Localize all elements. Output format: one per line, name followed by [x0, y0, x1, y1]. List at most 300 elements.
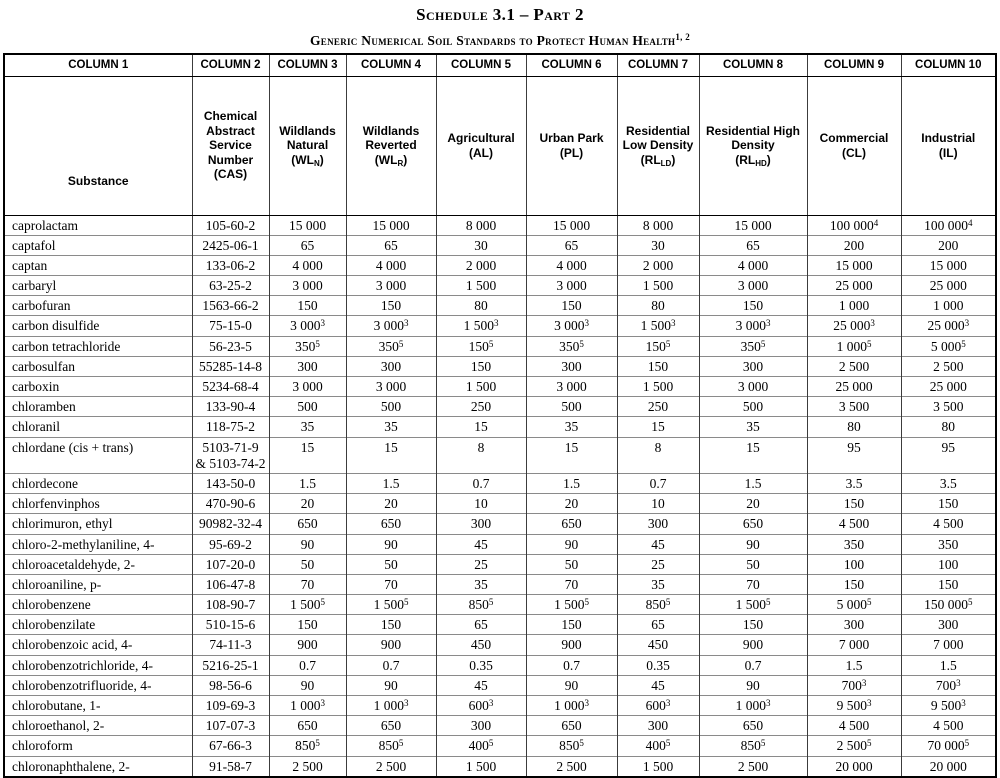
footnote-superscript: 5 [665, 597, 671, 608]
value-cell: 4 000 [269, 255, 346, 275]
value-cell: 4 500 [807, 716, 901, 736]
footnote-superscript: 3 [320, 318, 325, 329]
sub-header [436, 76, 526, 215]
soil-standards-table [3, 53, 997, 778]
value-cell: 80 [617, 296, 699, 316]
value-cell: 8 000 [436, 215, 526, 235]
value-cell: 1 $500^5$ [346, 595, 436, 615]
footnote-superscript: 4 [873, 217, 879, 228]
column-header-row [4, 54, 996, 77]
footnote-superscript: 5 [866, 338, 872, 349]
value-cell: 3 500 [807, 397, 901, 417]
cas-cell: 91-58-7 [192, 756, 269, 777]
sub-header [807, 76, 901, 215]
footnote-superscript: 3 [493, 318, 499, 329]
value-cell: 150 [269, 615, 346, 635]
value-cell: 2 500 [699, 756, 807, 777]
cas-cell: 67-66-3 [192, 736, 269, 756]
value-cell: 15 [699, 437, 807, 473]
table-row [4, 736, 996, 756]
value-cell: 65 [346, 235, 436, 255]
footnote-superscript: 5 [315, 738, 320, 749]
value-cell: $700^3$ [901, 675, 996, 695]
sub-header-label: Residential Low Density [622, 123, 694, 153]
sub-header [617, 76, 699, 215]
footnote-superscript: 3 [670, 318, 676, 329]
value-cell: 100 $000^4$ [901, 215, 996, 235]
value-cell: 3 500 [901, 397, 996, 417]
value-cell: 300 [617, 514, 699, 534]
value-cell: 500 [699, 397, 807, 417]
value-cell: 1 000 [807, 296, 901, 316]
value-cell: 1 500 [617, 276, 699, 296]
value-cell: 100 [901, 554, 996, 574]
value-cell: 450 [617, 635, 699, 655]
footnote-superscript: 3 [765, 698, 771, 709]
footnote-superscript: 5 [584, 597, 589, 608]
value-cell: 90 [346, 675, 436, 695]
value-cell: $600^3$ [436, 696, 526, 716]
value-cell: 0.7 [269, 655, 346, 675]
value-cell: 150 [617, 356, 699, 376]
value-cell: 15 000 [807, 255, 901, 275]
sub-header [526, 76, 617, 215]
value-cell: 50 [699, 554, 807, 574]
cas-cell: 63-25-2 [192, 276, 269, 296]
table-row [4, 554, 996, 574]
value-cell: 300 [436, 716, 526, 736]
value-cell: 650 [346, 716, 436, 736]
value-cell: 15 [436, 417, 526, 437]
footnote-superscript: 3 [665, 698, 671, 709]
schedule-subtitle-text: Generic Numerical Soil Standards to Protect Human Health [309, 32, 676, 48]
column-header: COLUMN 3 [269, 54, 346, 77]
value-cell: 150 [807, 574, 901, 594]
value-cell: 2 000 [436, 255, 526, 275]
value-cell: 1 500 [617, 377, 699, 397]
sub-header-label: Industrial [921, 130, 976, 145]
table-row [4, 675, 996, 695]
sub-header-label: Substance [67, 173, 129, 188]
value-cell: 150 [807, 494, 901, 514]
value-cell: 300 [269, 356, 346, 376]
substance-cell: carbosulfan [4, 356, 192, 376]
footnote-superscript: 5 [760, 738, 766, 749]
value-cell: 650 [699, 514, 807, 534]
value-cell: 300 [699, 356, 807, 376]
table-row [4, 756, 996, 777]
sub-header-code: $(RL_{LD})$ [640, 152, 676, 168]
value-cell: 1 $000^3$ [699, 696, 807, 716]
value-cell: 10 [617, 494, 699, 514]
sub-header-code-subscript: HD [755, 158, 767, 168]
value-cell: 3 $000^3$ [346, 316, 436, 336]
value-cell: 90 [526, 534, 617, 554]
table-row [4, 437, 996, 473]
value-cell: 1.5 [901, 655, 996, 675]
table-row [4, 514, 996, 534]
sub-header [699, 76, 807, 215]
value-cell: 65 [436, 615, 526, 635]
value-cell: 4 500 [807, 514, 901, 534]
value-cell: 20 [526, 494, 617, 514]
value-cell: 20 [269, 494, 346, 514]
value-cell: 450 [436, 635, 526, 655]
table-row [4, 377, 996, 397]
substance-cell: chlorobenzotrifluoride, 4- [4, 675, 192, 695]
cas-cell: 107-20-0 [192, 554, 269, 574]
sub-header-code: $(WL_N)$ [291, 152, 324, 168]
value-cell: 25 [436, 554, 526, 574]
column-header: COLUMN 9 [807, 54, 901, 77]
sub-header-code-subscript: N [313, 158, 320, 168]
footnote-superscript: 5 [488, 738, 494, 749]
cas-cell: 118-75-2 [192, 417, 269, 437]
value-cell: 0.35 [617, 655, 699, 675]
value-cell: 650 [526, 716, 617, 736]
value-cell: 50 [269, 554, 346, 574]
substance-cell: chlorobenzotrichloride, 4- [4, 655, 192, 675]
value-cell: 1 500 [436, 276, 526, 296]
table-row [4, 635, 996, 655]
schedule-subtitle [0, 31, 1000, 49]
value-cell: 1 $000^3$ [526, 696, 617, 716]
value-cell: 150 [901, 574, 996, 594]
value-cell: 150 [526, 296, 617, 316]
value-cell: 70 [269, 574, 346, 594]
value-cell: $150^5$ [617, 336, 699, 356]
value-cell: 90 [699, 534, 807, 554]
value-cell: $600^3$ [617, 696, 699, 716]
footnote-superscript: 3 [861, 677, 867, 688]
footnote-superscript: 3 [488, 698, 494, 709]
value-cell: 3 000 [346, 276, 436, 296]
value-cell: 70 [346, 574, 436, 594]
value-cell: $350^5$ [526, 336, 617, 356]
value-cell: 25 [617, 554, 699, 574]
footnote-superscript: 5 [765, 597, 771, 608]
value-cell: 5 $000^5$ [807, 595, 901, 615]
value-cell: 0.7 [346, 655, 436, 675]
cas-cell: 74-11-3 [192, 635, 269, 655]
value-cell: 90 [699, 675, 807, 695]
column-header: COLUMN 7 [617, 54, 699, 77]
footnote-superscript: 3 [403, 698, 409, 709]
sub-header [192, 76, 269, 215]
value-cell: 9 $500^3$ [807, 696, 901, 716]
value-cell: 650 [269, 514, 346, 534]
value-cell: 90 [526, 675, 617, 695]
footnote-superscript: 3 [765, 318, 771, 329]
value-cell: 0.7 [699, 655, 807, 675]
substance-cell: chloranil [4, 417, 192, 437]
value-cell: $350^5$ [699, 336, 807, 356]
column-header: COLUMN 10 [901, 54, 996, 77]
value-cell: 65 [699, 235, 807, 255]
table-row [4, 696, 996, 716]
value-cell: 3 000 [699, 377, 807, 397]
value-cell: 20 [699, 494, 807, 514]
sub-header-code: (CL) [842, 145, 866, 160]
value-cell: 9 $500^3$ [901, 696, 996, 716]
value-cell: 4 500 [901, 514, 996, 534]
value-cell: $850^5$ [617, 595, 699, 615]
substance-cell: chlorfenvinphos [4, 494, 192, 514]
footnote-superscript: 5 [315, 338, 320, 349]
substance-cell: chloroethanol, 2- [4, 716, 192, 736]
footnote-superscript: 5 [866, 597, 872, 608]
value-cell: 4 500 [901, 716, 996, 736]
sub-header-label: Residential High Density [705, 123, 800, 153]
value-cell: 7 000 [807, 635, 901, 655]
cas-cell: 143-50-0 [192, 473, 269, 493]
footnote-superscript: 4 [967, 217, 973, 228]
value-cell: 300 [526, 356, 617, 376]
cas-cell: 109-69-3 [192, 696, 269, 716]
value-cell: 70 [699, 574, 807, 594]
value-cell: 150 $000^5$ [901, 595, 996, 615]
value-cell: 25 000 [901, 377, 996, 397]
value-cell: 20 000 [901, 756, 996, 777]
table-row [4, 655, 996, 675]
value-cell: 4 000 [526, 255, 617, 275]
footnote-superscript: 3 [964, 318, 970, 329]
cas-cell: 98-56-6 [192, 675, 269, 695]
value-cell: 500 [269, 397, 346, 417]
footnote-superscript: 3 [320, 698, 325, 709]
substance-cell: chlorobutane, 1- [4, 696, 192, 716]
value-cell: 15 [269, 437, 346, 473]
value-cell: 350 [901, 534, 996, 554]
cas-cell: 90982-32-4 [192, 514, 269, 534]
value-cell: 15 [526, 437, 617, 473]
value-cell: $400^5$ [436, 736, 526, 756]
value-cell: 25 000 [807, 377, 901, 397]
value-cell: 900 [699, 635, 807, 655]
value-cell: 150 [699, 296, 807, 316]
value-cell: 70 $000^5$ [901, 736, 996, 756]
value-cell: 300 [901, 615, 996, 635]
value-cell: 200 [807, 235, 901, 255]
value-cell: 1 $500^5$ [699, 595, 807, 615]
value-cell: 15 000 [269, 215, 346, 235]
table-row [4, 276, 996, 296]
value-cell: 7 000 [901, 635, 996, 655]
value-cell: 250 [436, 397, 526, 417]
substance-cell: chloroaniline, p- [4, 574, 192, 594]
value-cell: $350^5$ [269, 336, 346, 356]
sub-header [901, 76, 996, 215]
value-cell: 35 [699, 417, 807, 437]
substance-cell: carbofuran [4, 296, 192, 316]
value-cell: 25 000 [901, 276, 996, 296]
footnote-superscript: 5 [579, 738, 584, 749]
value-cell: 3 000 [269, 377, 346, 397]
value-cell: 1.5 [699, 473, 807, 493]
value-cell: 3 $000^3$ [699, 316, 807, 336]
value-cell: 45 [617, 534, 699, 554]
sub-header-code-subscript: LD [660, 158, 672, 168]
value-cell: 80 [436, 296, 526, 316]
value-cell: 0.7 [526, 655, 617, 675]
value-cell: $850^5$ [526, 736, 617, 756]
value-cell: 35 [346, 417, 436, 437]
value-cell: 1.5 [346, 473, 436, 493]
value-cell: 50 [526, 554, 617, 574]
value-cell: 90 [269, 675, 346, 695]
sub-header-code: $(RL_{HD})$ [735, 152, 771, 168]
table-row [4, 255, 996, 275]
value-cell: 650 [269, 716, 346, 736]
value-cell: 30 [436, 235, 526, 255]
sub-header [4, 76, 192, 215]
footnote-superscript: 5 [961, 338, 966, 349]
footnote-superscript: 5 [964, 738, 970, 749]
value-cell: 650 [526, 514, 617, 534]
column-header: COLUMN 1 [4, 54, 192, 77]
value-cell: 650 [346, 514, 436, 534]
cas-cell: 105-60-2 [192, 215, 269, 235]
value-cell: 35 [617, 574, 699, 594]
table-row [4, 296, 996, 316]
value-cell: 900 [269, 635, 346, 655]
table-row [4, 215, 996, 235]
substance-cell: caprolactam [4, 215, 192, 235]
cas-cell: 56-23-5 [192, 336, 269, 356]
value-cell: 250 [617, 397, 699, 417]
value-cell: 35 [269, 417, 346, 437]
value-cell: $700^3$ [807, 675, 901, 695]
column-header: COLUMN 8 [699, 54, 807, 77]
table-row [4, 716, 996, 736]
value-cell: 1 500 [617, 756, 699, 777]
schedule-title: Schedule 3.1 – Part 2 [416, 5, 584, 24]
cas-cell: 108-90-7 [192, 595, 269, 615]
footnote-superscript: 5 [967, 597, 973, 608]
sub-header-label: Wildlands Reverted [362, 123, 420, 153]
value-cell: 300 [807, 615, 901, 635]
value-cell: 100 [807, 554, 901, 574]
value-cell: 15 [346, 437, 436, 473]
table-row [4, 615, 996, 635]
value-cell: 150 [269, 296, 346, 316]
footnote-superscript: 3 [961, 698, 966, 709]
sub-header-code-subscript: R [397, 158, 404, 168]
cas-cell: 106-47-8 [192, 574, 269, 594]
table-row [4, 534, 996, 554]
value-cell: 80 [807, 417, 901, 437]
value-cell: 25 $000^3$ [901, 316, 996, 336]
cas-cell: 133-90-4 [192, 397, 269, 417]
cas-cell: 510-15-6 [192, 615, 269, 635]
value-cell: 3.5 [901, 473, 996, 493]
substance-cell: carboxin [4, 377, 192, 397]
cas-cell: 75-15-0 [192, 316, 269, 336]
substance-cell: captan [4, 255, 192, 275]
value-cell: 80 [901, 417, 996, 437]
value-cell: 70 [526, 574, 617, 594]
sub-header-label: Commercial [819, 130, 889, 145]
value-cell: 3 000 [269, 276, 346, 296]
value-cell: 100 $000^4$ [807, 215, 901, 235]
footnote-superscript: 5 [403, 597, 409, 608]
substance-cell: chlordane (cis + trans) [4, 437, 192, 473]
value-cell: $350^5$ [346, 336, 436, 356]
footnote-superscript: 5 [866, 738, 872, 749]
footnote-superscript: 3 [403, 318, 409, 329]
cas-cell: 133-06-2 [192, 255, 269, 275]
value-cell: 1 $500^3$ [436, 316, 526, 336]
value-cell: 2 000 [617, 255, 699, 275]
value-cell: 2 500 [346, 756, 436, 777]
value-cell: 45 [436, 675, 526, 695]
value-cell: 900 [346, 635, 436, 655]
value-cell: 150 [346, 615, 436, 635]
sub-header-row [4, 76, 996, 215]
value-cell: 10 [436, 494, 526, 514]
footnote-superscript: 3 [584, 318, 589, 329]
value-cell: 0.35 [436, 655, 526, 675]
table-row [4, 397, 996, 417]
value-cell: 3 000 [346, 377, 436, 397]
footnote-superscript: 5 [398, 738, 404, 749]
value-cell: 35 [436, 574, 526, 594]
sub-header-code: (AL) [469, 145, 493, 160]
footnote-superscript: 5 [488, 338, 494, 349]
value-cell: 15 000 [699, 215, 807, 235]
value-cell: 15 000 [901, 255, 996, 275]
value-cell: 3.5 [807, 473, 901, 493]
value-cell: 3 000 [526, 377, 617, 397]
column-header: COLUMN 4 [346, 54, 436, 77]
value-cell: 25 $000^3$ [807, 316, 901, 336]
value-cell: 2 $500^5$ [807, 736, 901, 756]
value-cell: 3 $000^3$ [269, 316, 346, 336]
value-cell: 8 [436, 437, 526, 473]
value-cell: $850^5$ [346, 736, 436, 756]
value-cell: 1.5 [526, 473, 617, 493]
substance-cell: captafol [4, 235, 192, 255]
cas-cell: 107-07-3 [192, 716, 269, 736]
value-cell: 95 [807, 437, 901, 473]
footnote-superscript: 5 [320, 597, 325, 608]
value-cell: $850^5$ [436, 595, 526, 615]
sub-header-code: (PL) [559, 145, 584, 160]
table-row [4, 356, 996, 376]
value-cell: 500 [346, 397, 436, 417]
cas-cell: 1563-66-2 [192, 296, 269, 316]
substance-cell: chloronaphthalene, 2- [4, 756, 192, 777]
value-cell: 3 000 [699, 276, 807, 296]
value-cell: 4 000 [346, 255, 436, 275]
value-cell: 1 $000^3$ [269, 696, 346, 716]
value-cell: 3 $000^3$ [526, 316, 617, 336]
value-cell: 200 [901, 235, 996, 255]
table-row [4, 473, 996, 493]
value-cell: 150 [346, 296, 436, 316]
table-row [4, 336, 996, 356]
footnote-superscript: 3 [956, 677, 961, 688]
value-cell: 1.5 [269, 473, 346, 493]
value-cell: 25 000 [807, 276, 901, 296]
table-row [4, 235, 996, 255]
value-cell: 0.7 [617, 473, 699, 493]
footnote-superscript: 5 [665, 338, 671, 349]
value-cell: 150 [526, 615, 617, 635]
value-cell: 650 [699, 716, 807, 736]
value-cell: 95 [901, 437, 996, 473]
value-cell: 35 [526, 417, 617, 437]
